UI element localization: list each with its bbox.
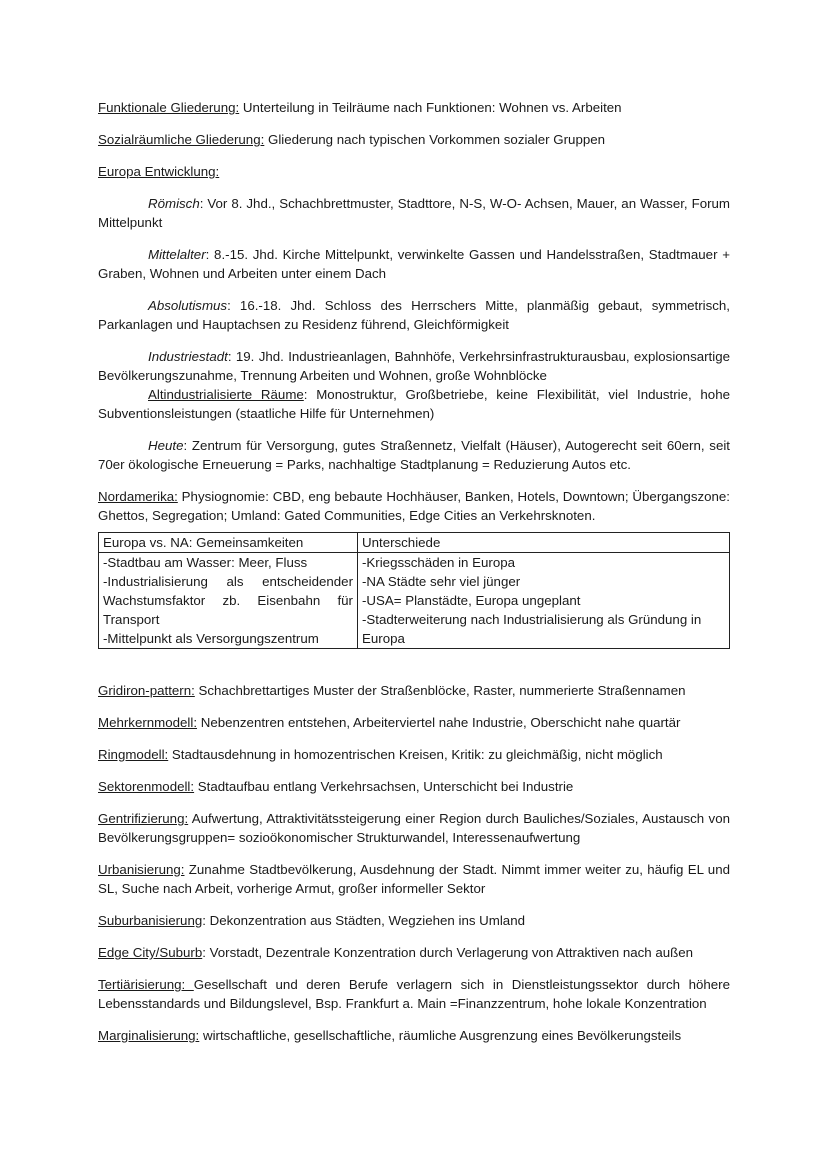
term: Nordamerika: xyxy=(98,489,178,504)
epoch-heute xyxy=(98,436,730,474)
definition-term: Gentrifizierung: xyxy=(98,811,189,826)
definition-text: wirtschaftliche, gesellschaftliche, räumliche Ausgrenzung eines Bevölkerungsteils xyxy=(199,1028,682,1043)
epoch-text: : 8.-15. Jhd. Kirche Mittelpunkt, verwinkelte Gassen und Handelsstraßen, Stadtmauer + Graben, Wohnen und Arbeiten unter einem Dach xyxy=(98,247,730,281)
definition-suburbanisierung xyxy=(98,911,730,930)
epoch-mittelalter xyxy=(98,245,730,283)
list-item: -NA Städte sehr viel jünger xyxy=(362,574,521,589)
epoch-term: Heute xyxy=(148,438,184,453)
epoch-absolutismus xyxy=(98,296,730,334)
term: Altindustrialisierte Räume xyxy=(148,387,304,402)
text: : Monostruktur, Großbetriebe, keine Flexibilität, viel Industrie, hohe Subventionsleistungen (staatliche Hilfe für Unternehmen) xyxy=(98,387,730,421)
comparison-table xyxy=(98,532,730,649)
definition-term: Marginalisierung: xyxy=(98,1028,200,1043)
definition-term: Sozialräumliche Gliederung: xyxy=(98,132,265,147)
header-gemeinsamkeiten: Europa vs. NA: Gemeinsamkeiten xyxy=(99,533,358,553)
spacer xyxy=(98,649,730,681)
definition-text: Schachbrettartiges Muster der Straßenblöcke, Raster, nummerierte Straßennamen xyxy=(194,683,686,698)
definition-term: Tertiärisierung: xyxy=(98,977,194,992)
definition-term: Sektorenmodell: xyxy=(98,779,195,794)
definition-text: Aufwertung, Attraktivitätssteigerung einer Region durch Bauliches/Soziales, Austausch von Bevölkerungsgruppen= sozioökonomischer Strukturwandel, Interessenaufwertung xyxy=(98,811,730,845)
epoch-term: Industriestadt xyxy=(148,349,228,364)
unterschiede-cell xyxy=(358,553,730,649)
definition-text: Stadtausdehnung in homozentrischen Kreisen, Kritik: zu gleichmäßig, nicht möglich xyxy=(168,747,663,762)
epoch-text: : 16.-18. Jhd. Schloss des Herrschers Mitte, planmäßig gebaut, symmetrisch, Parkanlagen und Hauptachsen zu Residenz führend, Gleichförmigkeit xyxy=(98,298,730,332)
epoch-text: : Vor 8. Jhd., Schachbrettmuster, Stadttore, N-S, W-O- Achsen, Mauer, an Wasser, Forum Mittelpunkt xyxy=(98,196,730,230)
definition-term: Gridiron-pattern: xyxy=(98,683,195,698)
epoch-roemisch xyxy=(98,194,730,232)
table-header-row xyxy=(99,533,730,553)
gemeinsamkeiten-cell xyxy=(99,553,358,649)
definition-text: Zunahme Stadtbevölkerung, Ausdehnung der Stadt. Nimmt immer weiter zu, häufig EL und SL, Suche nach Arbeit, vorherige Armut, großer informeller Sektor xyxy=(98,862,730,896)
epoch-term: Mittelalter xyxy=(148,247,206,262)
definition-term: Ringmodell: xyxy=(98,747,169,762)
definition-mehrkernmodell xyxy=(98,713,730,732)
definition-term: Funktionale Gliederung: xyxy=(98,100,240,115)
definition-text: : Dekonzentration aus Städten, Wegziehen ins Umland xyxy=(202,913,525,928)
list-item: -Stadtbau am Wasser: Meer, Fluss xyxy=(103,555,308,570)
list-item: -Kriegsschäden in Europa xyxy=(362,555,516,570)
definition-funktionale-gliederung xyxy=(98,98,730,117)
text: Physiognomie: CBD, eng bebaute Hochhäuser, Banken, Hotels, Downtown; Übergangszone: Ghettos, Segregation; Umland: Gated Communities, Edge Cities an Verkehrsknoten. xyxy=(98,489,730,523)
definition-gridiron xyxy=(98,681,730,700)
definition-text: Stadtaufbau entlang Verkehrsachsen, Unterschicht bei Industrie xyxy=(194,779,574,794)
nordamerika-paragraph xyxy=(98,487,730,525)
definition-edge-city xyxy=(98,943,730,962)
epoch-text: : Zentrum für Versorgung, gutes Straßennetz, Vielfalt (Häuser), Autogerecht seit 60ern, seit 70er ökologische Erneuerung = Parks, nachhaltige Stadtplanung = Reduzierung Autos etc. xyxy=(98,438,730,472)
epoch-term: Römisch xyxy=(148,196,200,211)
definition-term: Urbanisierung: xyxy=(98,862,185,877)
definition-text: Gesellschaft und deren Berufe verlagern sich in Dienstleistungssektor durch höhere Lebensstandards und Bildungslevel, Bsp. Frankfurt a. Main =Finanzzentrum, hohe lokale Konzentration xyxy=(98,977,730,1011)
definition-urbanisierung xyxy=(98,860,730,898)
definition-tertiaerisierung xyxy=(98,975,730,1013)
list-item: -Stadterweiterung nach Industrialisierung als Gründung in Europa xyxy=(362,612,702,646)
definition-text: Gliederung nach typischen Vorkommen sozialer Gruppen xyxy=(264,132,606,147)
definition-text: : Vorstadt, Dezentrale Konzentration durch Verlagerung von Attraktiven nach außen xyxy=(202,945,694,960)
definition-sozialraeumliche-gliederung xyxy=(98,130,730,149)
epoch-text: : 19. Jhd. Industrieanlagen, Bahnhöfe, Verkehrsinfrastrukturausbau, explosionsartige Bevölkerungszunahme, Trennung Arbeiten und Wohnen, große Wohnblöcke xyxy=(98,349,730,383)
definition-sektorenmodell xyxy=(98,777,730,796)
altindustrialisierte-raeume xyxy=(98,385,730,423)
definition-term: Edge City/Suburb xyxy=(98,945,203,960)
definition-term: Mehrkernmodell: xyxy=(98,715,198,730)
definition-text: Unterteilung in Teilräume nach Funktionen: Wohnen vs. Arbeiten xyxy=(239,100,622,115)
list-item: -USA= Planstädte, Europa ungeplant xyxy=(362,593,581,608)
epoch-industriestadt xyxy=(98,347,730,385)
definition-ringmodell xyxy=(98,745,730,764)
europa-heading: Europa Entwicklung: xyxy=(98,164,220,179)
epoch-term: Absolutismus xyxy=(148,298,228,313)
definition-gentrifizierung xyxy=(98,809,730,847)
list-item: -Industrialisierung als entscheidender Wachstumsfaktor zb. Eisenbahn für Transport xyxy=(103,574,353,627)
definition-text: Nebenzentren entstehen, Arbeiterviertel nahe Industrie, Oberschicht nahe quartär xyxy=(197,715,681,730)
definition-marginalisierung xyxy=(98,1026,730,1045)
document-body xyxy=(98,98,730,1058)
header-unterschiede: Unterschiede xyxy=(358,533,730,553)
list-item: -Mittelpunkt als Versorgungszentrum xyxy=(103,631,319,646)
table-row xyxy=(99,553,730,649)
definition-term: Suburbanisierung xyxy=(98,913,203,928)
